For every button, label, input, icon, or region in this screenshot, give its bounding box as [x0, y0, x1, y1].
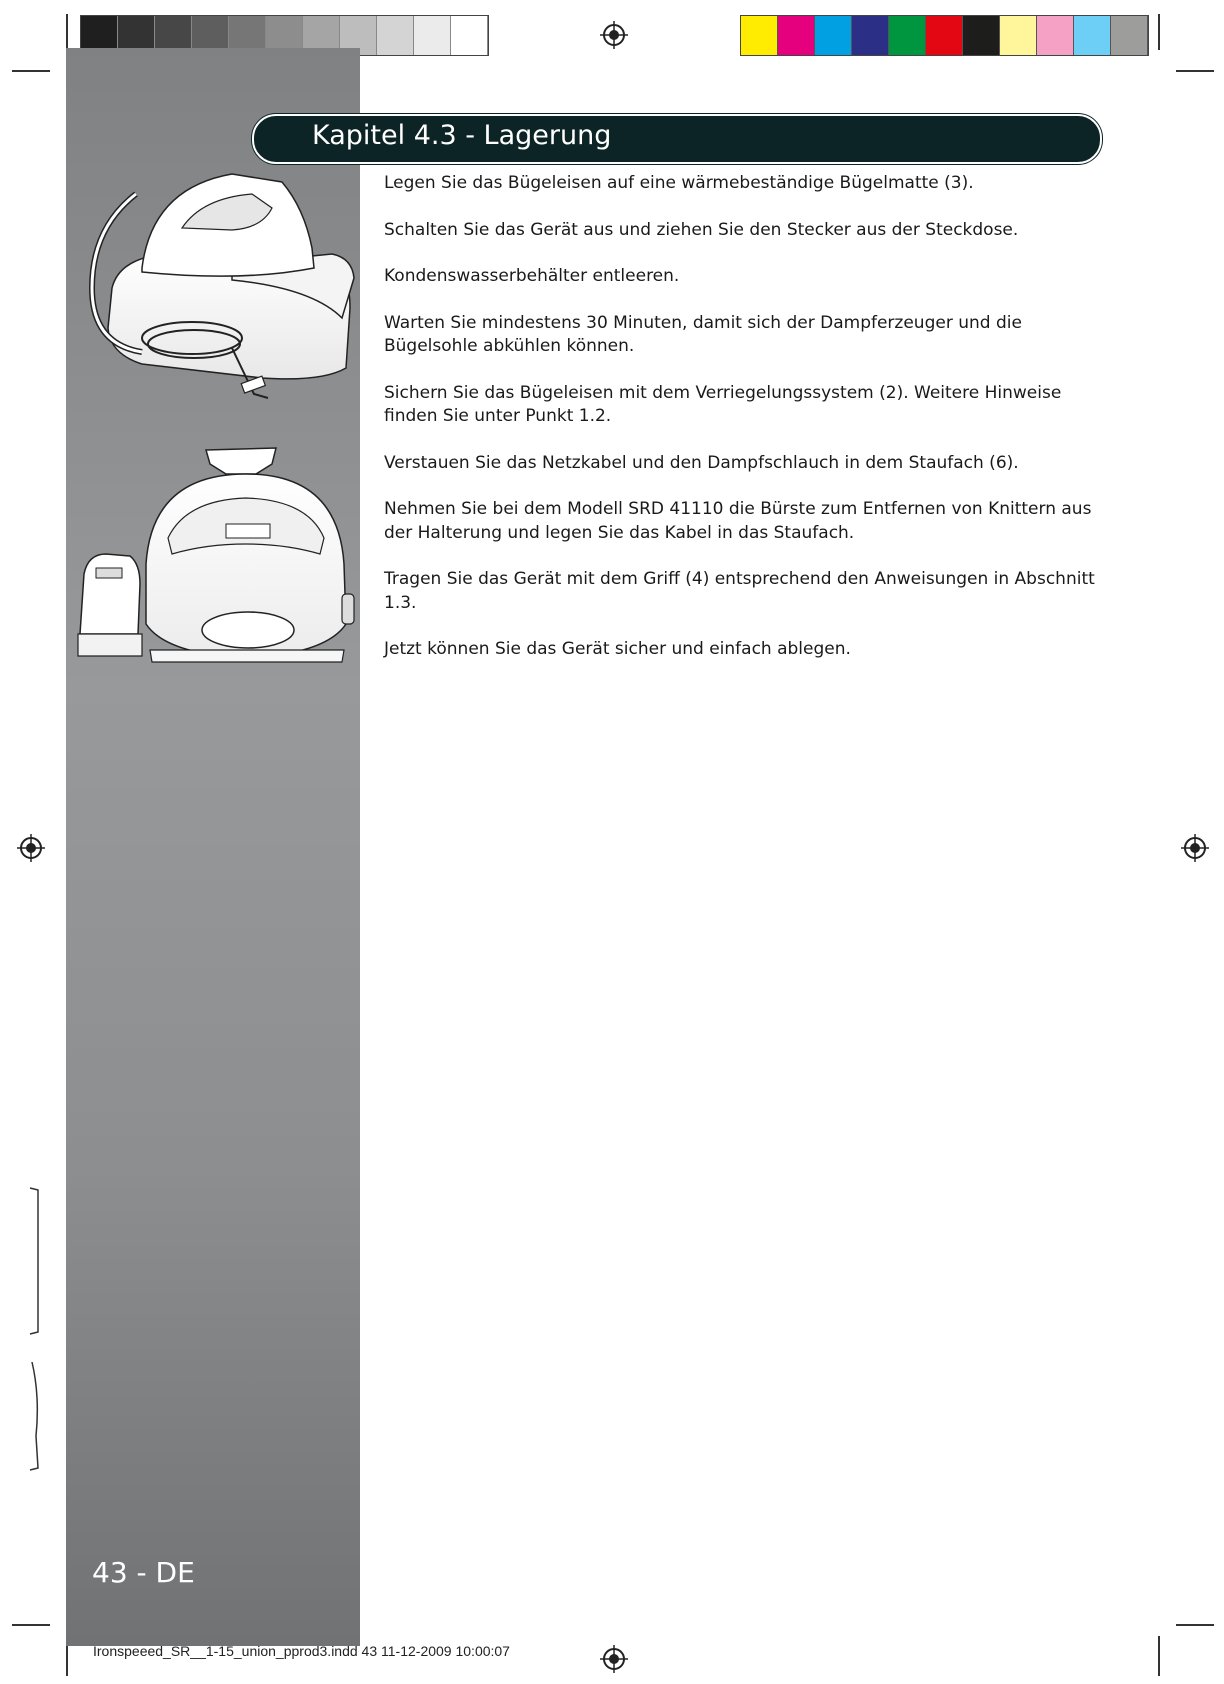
color-swatch	[741, 16, 778, 55]
registration-mark-icon	[599, 20, 629, 50]
gray-swatch	[414, 16, 451, 55]
crop-mark	[1158, 1636, 1160, 1676]
color-swatch	[778, 16, 815, 55]
crop-mark	[66, 14, 68, 50]
instruction-paragraph: Verstauen Sie das Netzkabel und den Dampfschlauch in dem Staufach (6).	[384, 452, 1019, 473]
color-swatch	[852, 16, 889, 55]
registration-mark-icon	[1180, 833, 1210, 863]
crop-mark	[1176, 1624, 1214, 1626]
instruction-paragraph: Warten Sie mindestens 30 Minuten, damit sich der Dampferzeuger und die Bügelsohle abkühlen können.	[384, 312, 1022, 356]
print-slug: Ironspeeed_SR__1-15_union_pprod3.indd 43 11-12-2009 10:00:07	[93, 1643, 510, 1659]
chapter-title: Kapitel 4.3 - Lagerung	[312, 120, 612, 151]
color-calibration-bar	[740, 15, 1149, 56]
instruction-paragraph: Nehmen Sie bei dem Modell SRD 41110 die Bürste zum Entfernen von Knittern aus der Halterung und legen Sie das Kabel in das Staufach.	[384, 499, 1092, 543]
crop-mark	[12, 1624, 50, 1626]
gray-swatch	[377, 16, 414, 55]
registration-mark-icon	[16, 833, 46, 863]
steam-iron-illustration	[82, 168, 358, 408]
instruction-paragraph: Tragen Sie das Gerät mit dem Griff (4) entsprechend den Anweisungen in Abschnitt 1.3.	[384, 569, 1095, 613]
instruction-paragraph: Sichern Sie das Bügeleisen mit dem Verriegelungssystem (2). Weitere Hinweise finden Sie unter Punkt 1.2.	[384, 382, 1062, 426]
color-swatch	[926, 16, 963, 55]
color-swatch	[1000, 16, 1037, 55]
color-swatch	[1037, 16, 1074, 55]
registration-mark-icon	[599, 1644, 629, 1674]
page-number: 43 - DE	[92, 1556, 195, 1589]
color-swatch	[889, 16, 926, 55]
color-swatch	[1074, 16, 1111, 55]
generator-front-illustration	[76, 444, 358, 666]
crop-mark	[1158, 14, 1160, 50]
color-swatch	[815, 16, 852, 55]
crop-mark	[12, 70, 50, 72]
side-bracket-mark	[28, 1186, 42, 1486]
instruction-list	[384, 172, 1104, 685]
instruction-paragraph: Schalten Sie das Gerät aus und ziehen Sie den Stecker aus der Steckdose.	[384, 219, 1019, 240]
instruction-paragraph: Kondenswasserbehälter entleeren.	[384, 266, 680, 286]
instruction-paragraph: Jetzt können Sie das Gerät sicher und einfach ablegen.	[384, 639, 851, 659]
crop-mark	[1176, 70, 1214, 72]
color-swatch	[963, 16, 1000, 55]
color-swatch	[1111, 16, 1148, 55]
gray-swatch	[451, 16, 488, 55]
instruction-paragraph: Legen Sie das Bügeleisen auf eine wärmebeständige Bügelmatte (3).	[384, 173, 974, 193]
chapter-header	[252, 114, 1102, 164]
